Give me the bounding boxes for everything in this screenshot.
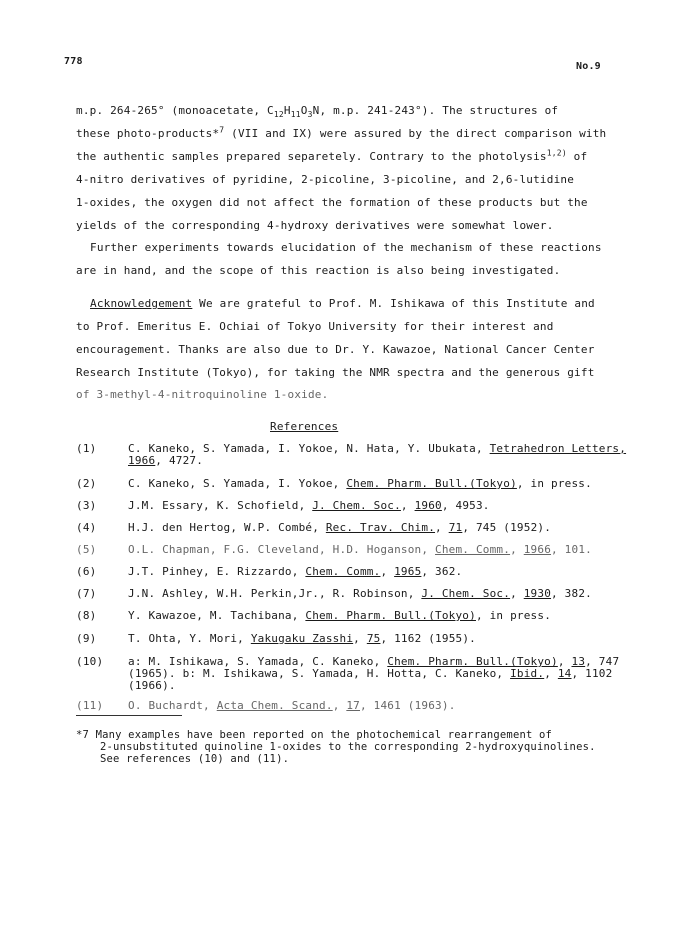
reference-item-continued: (1966). bbox=[128, 679, 176, 692]
body-line: 1-oxides, the oxygen did not affect the formation of these products but the bbox=[76, 196, 588, 209]
footnote-line: See references (10) and (11). bbox=[100, 753, 290, 765]
footnote-line: *7 Many examples have been reported on the photochemical rearrangement of bbox=[76, 729, 553, 741]
reference-item: (9) T. Ohta, Y. Mori, Yakugaku Zasshi, 75, 1162 (1955). bbox=[76, 632, 476, 645]
body-line: 4-nitro derivatives of pyridine, 2-picoline, 3-picoline, and 2,6-lutidine bbox=[76, 173, 575, 186]
body-line: Further experiments towards elucidation of the mechanism of these reactions bbox=[90, 241, 602, 254]
footnote-line: 2-unsubstituted quinoline 1-oxides to the corresponding 2-hydroxyquinolines. bbox=[100, 741, 596, 753]
reference-item: (2) C. Kaneko, S. Yamada, I. Yokoe, Chem. Pharm. Bull.(Tokyo), in press. bbox=[76, 477, 592, 490]
body-line: m.p. 264-265° (monoacetate, $C_{12}H_{11}O_3N$, m.p. 241-243°). The structures of bbox=[76, 104, 559, 120]
reference-item: (8) Y. Kawazoe, M. Tachibana, Chem. Pharm. Bull.(Tokyo), in press. bbox=[76, 609, 552, 622]
reference-item: (5) O.L. Chapman, F.G. Cleveland, H.D. Hoganson, Chem. Comm., 1966, 101. bbox=[76, 543, 592, 556]
reference-item: (4) H.J. den Hertog, W.P. Combé, Rec. Trav. Chim., 71, 745 (1952). bbox=[76, 521, 552, 534]
references-title: References bbox=[270, 420, 339, 433]
reference-item-continued: (1965). b: M. Ishikawa, S. Yamada, H. Hotta, C. Kaneko, Ibid., 14, 1102 bbox=[128, 667, 613, 680]
reference-item: (7) J.N. Ashley, W.H. Perkin,Jr., R. Robinson, J. Chem. Soc., 1930, 382. bbox=[76, 587, 592, 600]
acknowledgement-line: Research Institute (Tokyo), for taking the NMR spectra and the generous gift bbox=[76, 366, 595, 379]
body-line: yields of the corresponding 4-hydroxy derivatives were somewhat lower. bbox=[76, 219, 554, 232]
acknowledgement-line: encouragement. Thanks are also due to Dr. Y. Kawazoe, National Cancer Center bbox=[76, 343, 595, 356]
body-line: the authentic samples prepared separetely. Contrary to the photolysis$^{1,2)}$ of bbox=[76, 148, 588, 163]
footnote-divider bbox=[76, 715, 182, 716]
reference-item: (11) O. Buchardt, Acta Chem. Scand., 17, 1461 (1963). bbox=[76, 699, 456, 712]
reference-item: (6) J.T. Pinhey, E. Rizzardo, Chem. Comm., 1965, 362. bbox=[76, 565, 463, 578]
reference-item: (1) C. Kaneko, S. Yamada, I. Yokoe, N. Hata, Y. Ubukata, Tetrahedron Letters, bbox=[76, 442, 627, 455]
reference-item: (10) a: M. Ishikawa, S. Yamada, C. Kaneko, Chem. Pharm. Bull.(Tokyo), 13, 747 bbox=[76, 655, 620, 668]
body-line: are in hand, and the scope of this reaction is also being investigated. bbox=[76, 264, 561, 277]
acknowledgement-line: of 3-methyl-4-nitroquinoline 1-oxide. bbox=[76, 388, 329, 401]
issue-number: No.9 bbox=[576, 61, 601, 72]
reference-item-continued: 1966, 4727. bbox=[128, 454, 204, 467]
reference-item: (3) J.M. Essary, K. Schofield, J. Chem. Soc., 1960, 4953. bbox=[76, 499, 490, 512]
body-line: these photo-products*$^7$ (VII and IX) were assured by the direct comparison with bbox=[76, 125, 607, 140]
acknowledgement-line: Acknowledgement We are grateful to Prof. M. Ishikawa of this Institute and bbox=[90, 297, 595, 310]
acknowledgement-line: to Prof. Emeritus E. Ochiai of Tokyo University for their interest and bbox=[76, 320, 554, 333]
footnote-mark: *7 bbox=[76, 729, 90, 741]
page-number: 778 bbox=[64, 56, 83, 67]
acknowledgement-heading: Acknowledgement bbox=[90, 297, 193, 310]
